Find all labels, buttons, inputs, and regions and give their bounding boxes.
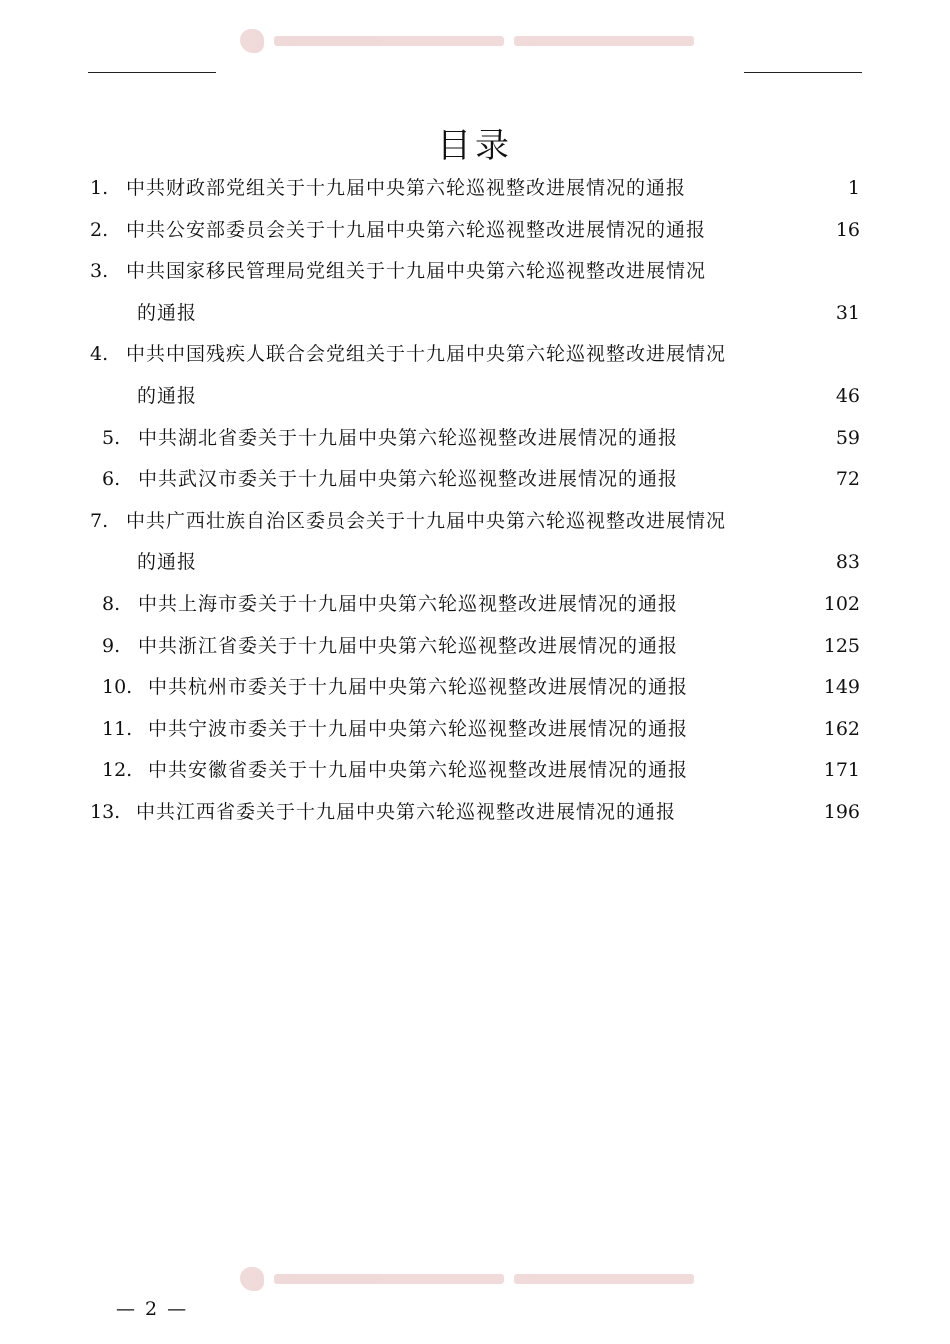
toc-entry-number: 3. <box>90 260 109 283</box>
toc-entry-title[interactable]: 中共财政部党组关于十九届中央第六轮巡视整改进展情况的通报 <box>126 177 687 199</box>
toc-entry-line <box>0 501 950 541</box>
toc-entry-line <box>0 376 950 416</box>
toc-entry-number: 8. <box>102 593 121 615</box>
toc-entry-title[interactable]: 中共广西壮族自治区委员会关于十九届中央第六轮巡视整改进展情况 <box>126 509 727 532</box>
toc-entry-title[interactable]: 中共公安部委员会关于十九届中央第六轮巡视整改进展情况的通报 <box>126 218 707 241</box>
toc-entry-page[interactable]: 102 <box>823 593 860 615</box>
toc-entry-title[interactable]: 的通报 <box>137 301 198 324</box>
toc-entry-line <box>0 251 950 291</box>
toc-entry-title[interactable]: 中共杭州市委关于十九届中央第六轮巡视整改进展情况的通报 <box>148 676 689 699</box>
toc-entry-number: 12. <box>102 759 133 782</box>
toc-entry-title[interactable]: 的通报 <box>137 551 198 574</box>
toc-entry-number: 7. <box>90 509 109 532</box>
toc-entry-line <box>0 542 950 582</box>
toc-entry-number: 1. <box>90 177 109 199</box>
watermark-logo-icon <box>240 1267 264 1291</box>
toc-entry-title[interactable]: 中共上海市委关于十九届中央第六轮巡视整改进展情况的通报 <box>138 593 679 615</box>
toc-entry-number: 9. <box>102 634 121 657</box>
toc-entry-number: 11. <box>102 717 133 740</box>
watermark-bar <box>514 36 694 46</box>
watermark-logo-icon <box>240 29 264 53</box>
toc-entry-line <box>0 792 950 832</box>
header-watermark <box>240 26 720 56</box>
toc-entry-line <box>0 293 950 333</box>
toc-entry-number: 5. <box>102 426 121 449</box>
toc-entry-page[interactable]: 46 <box>835 385 860 407</box>
toc-entry-number: 10. <box>102 676 133 699</box>
toc-entry-title[interactable]: 中共江西省委关于十九届中央第六轮巡视整改进展情况的通报 <box>136 801 677 823</box>
toc-entry-line <box>0 418 950 458</box>
toc-entry-title[interactable]: 中共中国残疾人联合会党组关于十九届中央第六轮巡视整改进展情况 <box>126 343 727 366</box>
toc-title: 目录 <box>437 126 513 166</box>
toc-entry-line <box>0 626 950 666</box>
toc-entry-number: 2. <box>90 218 109 241</box>
toc-entry-page[interactable]: 1 <box>847 177 860 199</box>
toc-entry-page[interactable]: 171 <box>823 759 860 782</box>
toc-entry-page[interactable]: 59 <box>835 426 860 449</box>
toc-entry-page[interactable]: 149 <box>823 676 860 699</box>
watermark-bar <box>514 1274 694 1284</box>
toc-entry-number: 6. <box>102 468 121 491</box>
toc-entry-title[interactable]: 中共湖北省委关于十九届中央第六轮巡视整改进展情况的通报 <box>138 426 679 449</box>
header-rule-left <box>88 72 216 73</box>
toc-entry-title[interactable]: 中共国家移民管理局党组关于十九届中央第六轮巡视整改进展情况 <box>126 260 707 283</box>
toc-entry-line <box>0 667 950 707</box>
toc-entry-line <box>0 584 950 624</box>
toc-entry-line <box>0 334 950 374</box>
toc-entry-page[interactable]: 196 <box>823 801 860 823</box>
toc-entry-page[interactable]: 83 <box>835 551 860 574</box>
toc-entry-line <box>0 750 950 790</box>
toc-entry-line <box>0 459 950 499</box>
toc-entry-page[interactable]: 31 <box>835 301 860 324</box>
toc-entry-title[interactable]: 中共宁波市委关于十九届中央第六轮巡视整改进展情况的通报 <box>148 717 689 740</box>
toc-entry-number: 4. <box>90 343 109 366</box>
toc-entry-page[interactable]: 162 <box>823 717 860 740</box>
toc-entry-title[interactable]: 中共浙江省委关于十九届中央第六轮巡视整改进展情况的通报 <box>138 634 679 657</box>
toc-entry-page[interactable]: 72 <box>835 468 860 491</box>
watermark-bar <box>274 36 504 46</box>
page-number: — 2 — <box>116 1298 189 1320</box>
toc-entry-title[interactable]: 中共武汉市委关于十九届中央第六轮巡视整改进展情况的通报 <box>138 468 679 491</box>
toc-entry-page[interactable]: 16 <box>835 218 860 241</box>
toc-entry-number: 13. <box>90 801 121 823</box>
toc-entry-line <box>0 709 950 749</box>
toc-entry-line <box>0 168 950 208</box>
footer-watermark <box>240 1264 720 1294</box>
watermark-bar <box>274 1274 504 1284</box>
toc-entry-title[interactable]: 的通报 <box>137 385 198 407</box>
header-rule-right <box>744 72 862 73</box>
toc-entry-line <box>0 210 950 250</box>
toc-entry-title[interactable]: 中共安徽省委关于十九届中央第六轮巡视整改进展情况的通报 <box>148 759 689 782</box>
toc-entry-page[interactable]: 125 <box>823 634 860 657</box>
